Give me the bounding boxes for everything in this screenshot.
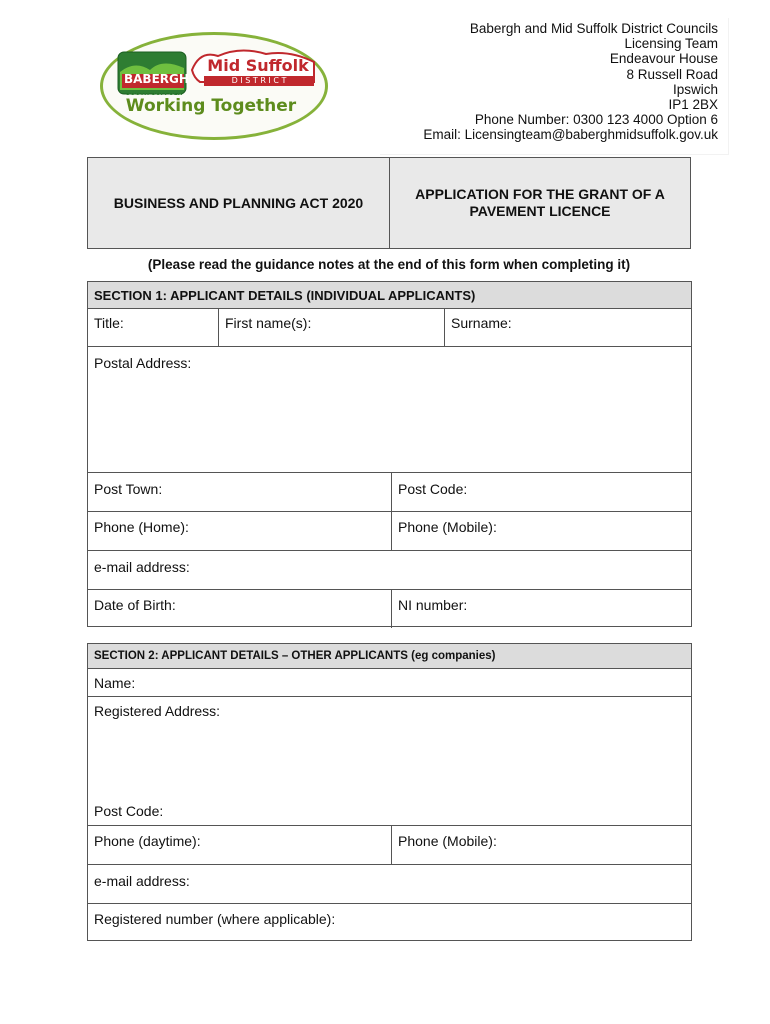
registered-number-field[interactable]: Registered number (where applicable): <box>94 911 336 927</box>
application-title-line2: PAVEMENT LICENCE <box>469 203 611 219</box>
registered-address-field[interactable]: Registered Address: <box>94 703 221 719</box>
application-title-line1: APPLICATION FOR THE GRANT OF A <box>415 186 665 202</box>
title-field[interactable]: Title: <box>94 315 124 331</box>
post-town-row <box>88 473 691 512</box>
guidance-note: (Please read the guidance notes at the end of this form when completing it) <box>147 257 631 272</box>
surname-field[interactable]: Surname: <box>444 309 691 346</box>
section2-table <box>87 643 692 941</box>
company-name-field[interactable]: Name: <box>94 675 136 691</box>
postal-address-row <box>88 347 691 473</box>
company-name-row <box>88 669 691 697</box>
email-row <box>88 551 691 590</box>
company-phone-mobile-field[interactable]: Phone (Mobile): <box>391 826 691 864</box>
section2-heading: SECTION 2: APPLICANT DETAILS – OTHER APPLICANTS (eg companies) <box>88 644 691 669</box>
registered-address-row <box>88 697 691 826</box>
registered-number-row <box>88 904 691 940</box>
company-email-row <box>88 865 691 904</box>
company-phone-row <box>88 826 691 865</box>
name-row <box>88 309 691 347</box>
act-title: BUSINESS AND PLANNING ACT 2020 <box>88 158 390 248</box>
company-email-field[interactable]: e-mail address: <box>94 873 190 889</box>
application-title <box>390 158 690 248</box>
dob-field[interactable]: Date of Birth: <box>94 597 176 613</box>
council-logo <box>100 32 326 138</box>
postal-address-field[interactable]: Postal Address: <box>94 355 192 371</box>
logo-midsuffolk-text: Mid Suffolk <box>207 56 309 75</box>
registered-post-code-field[interactable]: Post Code: <box>94 803 164 819</box>
phone-mobile-field[interactable]: Phone (Mobile): <box>391 512 691 550</box>
address-line: IP1 2BX <box>668 97 718 113</box>
council-address <box>380 18 729 155</box>
first-names-field[interactable]: First name(s): <box>218 309 444 346</box>
logo-district-text: D I S T R I C T <box>231 76 287 85</box>
phone-row <box>88 512 691 551</box>
dob-row <box>88 590 691 628</box>
address-line: 8 Russell Road <box>626 66 718 82</box>
section1-table <box>87 281 692 627</box>
logo-tagline: Working Together <box>125 96 297 116</box>
post-code-field[interactable]: Post Code: <box>391 473 691 511</box>
logo-babergh-sub: SOUTH SUFFOLK <box>125 90 183 97</box>
address-line: Babergh and Mid Suffolk District Councils <box>469 21 718 36</box>
section1-heading: SECTION 1: APPLICANT DETAILS (INDIVIDUAL APPLICANTS) <box>88 282 691 309</box>
ni-number-field[interactable]: NI number: <box>391 590 691 628</box>
address-phone: Phone Number: 0300 123 4000 Option 6 <box>474 112 718 128</box>
address-line: Endeavour House <box>609 51 718 67</box>
post-town-field[interactable]: Post Town: <box>94 481 163 497</box>
form-title-box <box>87 157 691 249</box>
address-email: Email: Licensingteam@baberghmidsuffolk.gov.uk <box>423 127 718 143</box>
phone-home-field[interactable]: Phone (Home): <box>94 519 189 535</box>
email-field[interactable]: e-mail address: <box>94 559 190 575</box>
address-line: Ipswich <box>672 81 718 97</box>
address-line: Licensing Team <box>624 36 718 52</box>
phone-daytime-field[interactable]: Phone (daytime): <box>94 833 201 849</box>
logo-babergh-text: BABERGH <box>124 72 189 86</box>
